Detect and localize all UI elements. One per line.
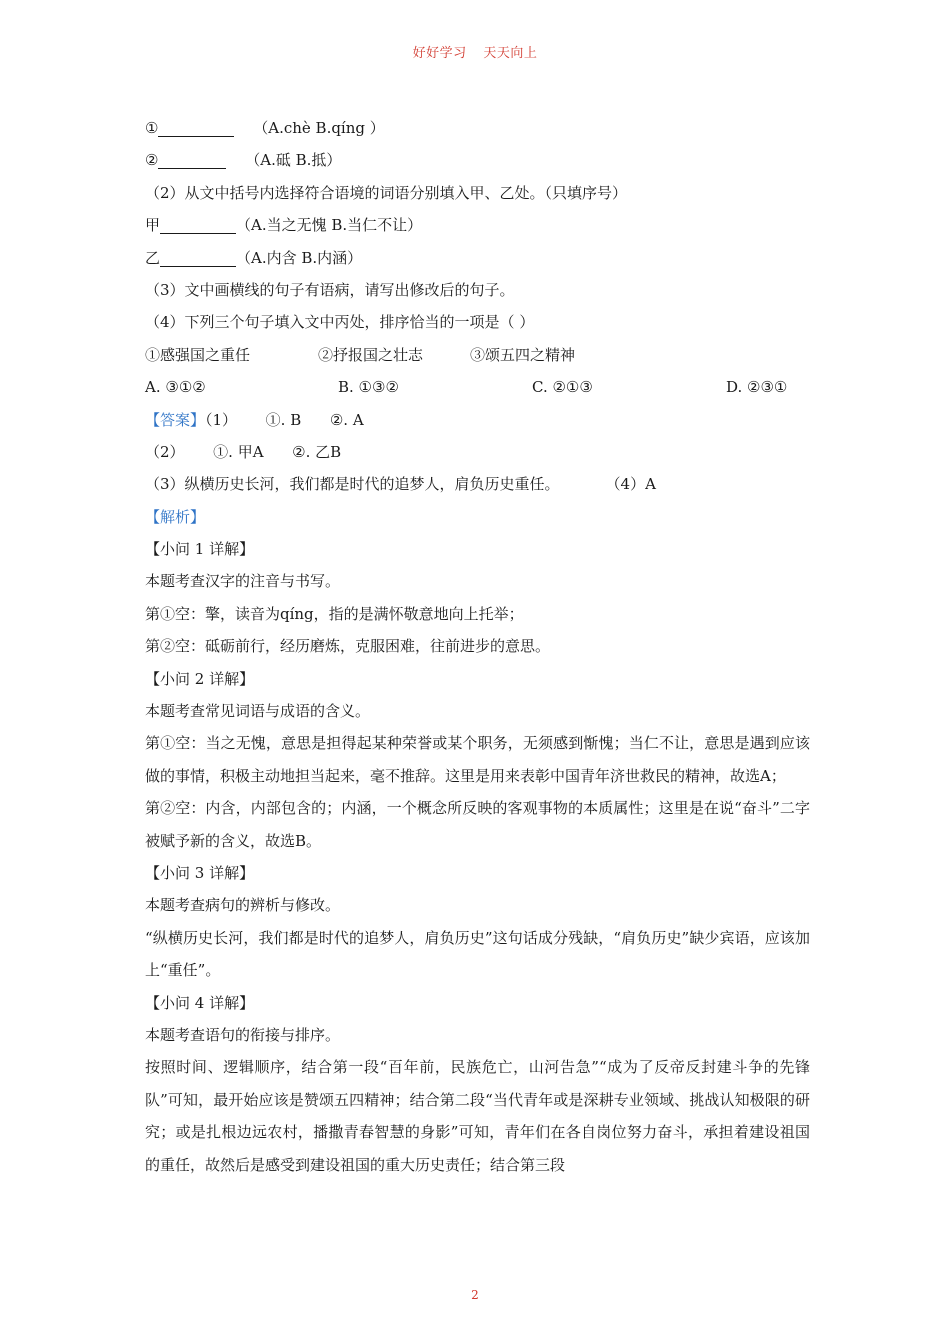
q1-item1-num: ① bbox=[145, 119, 159, 137]
q4-option-a: A. ③①② bbox=[145, 378, 206, 397]
q3-stem: （3）文中画横线的句子有语病，请写出修改后的句子。 bbox=[145, 280, 515, 299]
answer-blank bbox=[160, 248, 236, 267]
q4-sentence-1: ①感强国之重任 bbox=[145, 345, 251, 364]
subquestion-1-p1: 本题考查汉字的注音与书写。 bbox=[145, 572, 341, 591]
q2-jia bbox=[145, 209, 810, 241]
answer-blank bbox=[160, 215, 236, 234]
q1-item1-options: （A.chè B.qíng ） bbox=[253, 119, 385, 137]
subquestion-2-p2: 第①空：当之无愧，意思是担得起某种荣誉或某个职务，无须感到惭愧；当仁不让，意思是遇到应该做的事情，积极主动地担当起来，毫不推辞。这里是用来表彰中国青年济世救民的精神，故选A； bbox=[145, 734, 810, 785]
q4-option-d: D. ②③① bbox=[726, 378, 788, 397]
q4-option-c: C. ②①③ bbox=[532, 378, 593, 397]
answer-line-2: （2） ①. 甲A ②. 乙B bbox=[145, 442, 342, 461]
subquestion-4-p2: 按照时间、逻辑顺序，结合第一段“百年前，民族危亡，山河告急”“成为了反帝反封建斗争的先锋队”可知，最开始应该是赞颂五四精神；结合第二段“当代青年或是深耕专业领域、挑战认知极限的研究；或是扎根边远农村，播撒青春智慧的身影”可知，青年们在各自岗位努力奋斗，承担着建设祖国的重任，故然后是感受到建设祖国的重大历史责任；结合第三段 bbox=[145, 1058, 810, 1174]
q2-jia-label: 甲 bbox=[145, 216, 161, 235]
q2-yi-options: （A.内含 B.内涵） bbox=[236, 248, 363, 267]
q1-item1 bbox=[145, 112, 810, 144]
q4-options bbox=[145, 371, 810, 403]
subquestion-3-p1: 本题考查病句的辨析与修改。 bbox=[145, 896, 341, 915]
analysis-tag: 【解析】 bbox=[145, 507, 206, 526]
q2-jia-options: （A.当之无愧 B.当仁不让） bbox=[236, 216, 423, 235]
answer-line-3-q4: （4）A bbox=[605, 475, 656, 494]
answer-blank bbox=[158, 150, 226, 169]
subquestion-3-title: 【小问 3 详解】 bbox=[145, 864, 255, 883]
page-header bbox=[0, 42, 950, 61]
header-right-text: 天天向上 bbox=[483, 46, 538, 61]
document-body bbox=[145, 112, 810, 1181]
subquestion-1-p3: 第②空：砥砺前行，经历磨炼，克服困难，往前进步的意思。 bbox=[145, 637, 551, 656]
q4-sentence-2: ②抒报国之壮志 bbox=[318, 345, 424, 364]
answer-line-3 bbox=[145, 468, 810, 500]
header-left-text: 好好学习 bbox=[412, 46, 467, 61]
q1-item2-options: （A.砥 B.抵） bbox=[245, 151, 342, 170]
subquestion-4-title: 【小问 4 详解】 bbox=[145, 993, 255, 1012]
q4-sentence-3: ③颂五四之精神 bbox=[470, 345, 576, 364]
q4-stem: （4）下列三个句子填入文中丙处，排序恰当的一项是（ ） bbox=[145, 313, 535, 332]
q1-item2-num: ② bbox=[145, 151, 159, 170]
q1-item2 bbox=[145, 144, 810, 176]
answer-blank bbox=[158, 118, 234, 137]
subquestion-1-p2: 第①空：擎，读音为qíng，指的是满怀敬意地向上托举； bbox=[145, 604, 524, 623]
answer-line-3-text: （3）纵横历史长河，我们都是时代的追梦人，肩负历史重任。 bbox=[145, 475, 560, 494]
subquestion-1-title: 【小问 1 详解】 bbox=[145, 540, 255, 559]
subquestion-2-p3: 第②空：内含，内部包含的；内涵，一个概念所反映的客观事物的本质属性；这里是在说“奋斗”二字被赋予新的含义，故选B。 bbox=[145, 799, 810, 850]
subquestion-2-p1: 本题考查常见词语与成语的含义。 bbox=[145, 702, 371, 721]
q2-yi bbox=[145, 242, 810, 274]
subquestion-4-p1: 本题考查语句的衔接与排序。 bbox=[145, 1026, 341, 1045]
page-number: 2 bbox=[471, 1288, 479, 1302]
q2-stem: （2）从文中括号内选择符合语境的词语分别填入甲、乙处。（只填序号） bbox=[145, 183, 628, 202]
q4-sentences bbox=[145, 339, 810, 371]
subquestion-2-title: 【小问 2 详解】 bbox=[145, 669, 255, 688]
q4-option-b: B. ①③② bbox=[338, 378, 399, 397]
q2-yi-label: 乙 bbox=[145, 248, 161, 267]
answer-line-1-text: （1） ①. B ②. A bbox=[205, 410, 364, 429]
answer-line-1 bbox=[145, 404, 810, 436]
answer-tag: 【答案】 bbox=[145, 410, 206, 429]
subquestion-3-p2: “纵横历史长河，我们都是时代的追梦人，肩负历史”这句话成分残缺，“肩负历史”缺少宾语，应该加上“重任”。 bbox=[145, 928, 810, 980]
